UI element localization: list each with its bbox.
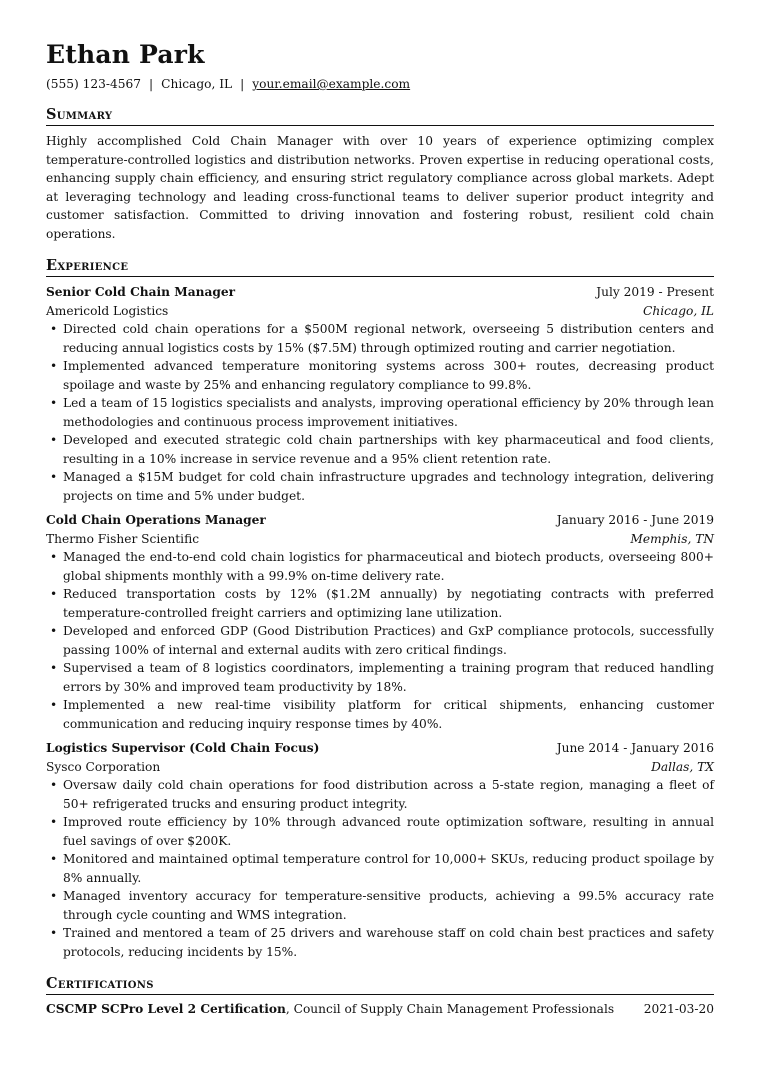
job-location: Chicago, IL [643,303,714,318]
bullet-item [50,548,714,585]
summary-section [46,106,714,243]
job-location: Memphis, TN [630,531,714,546]
bullet-item [50,887,714,924]
candidate-name: Ethan Park [46,40,205,69]
job-company-row [46,758,714,777]
job-title: Logistics Supervisor (Cold Chain Focus) [46,741,320,755]
bullet-icon: • [50,433,58,447]
job-bullets [46,548,714,733]
contact-line [46,76,714,92]
job-header [46,511,714,530]
bullet-item [50,659,714,696]
job-entry [46,739,714,961]
bullet-icon: • [50,889,58,903]
bullet-text: Oversaw daily cold chain operations for food distribution across a 5-state region, managing a fleet of 50+ refrigerated trucks and ensuring product integrity. [63,778,714,811]
bullet-item [50,431,714,468]
company-name: Thermo Fisher Scientific [46,531,200,546]
bullet-icon: • [50,815,58,829]
bullet-text: Reduced transportation costs by 12% ($1.2M annually) by negotiating contracts with preferred temperature-controlled freight carriers and optimizing lane utilization. [63,587,714,620]
job-company-row [46,530,714,549]
bullet-text: Developed and executed strategic cold chain partnerships with key pharmaceutical and food clients, resulting in a 10% increase in service revenue and a 95% client retention rate. [63,433,714,466]
bullet-icon: • [50,322,58,336]
bullet-item [50,696,714,733]
contact-separator: | [149,77,154,91]
bullet-text: Supervised a team of 8 logistics coordinators, implementing a training program that reduced handling errors by 30% and improved team productivity by 18%. [63,661,714,694]
bullet-icon: • [50,778,58,792]
certification-issuer: , Council of Supply Chain Management Professionals [285,1002,615,1016]
bullet-text: Directed cold chain operations for a $500M regional network, overseeing 5 distribution centers and reducing annual logistics costs by 15% ($7.5M) through optimized routing and carrier negotiation. [63,322,714,355]
contact-separator: | [240,77,245,91]
bullet-icon: • [50,624,58,638]
job-title: Cold Chain Operations Manager [46,513,266,527]
bullet-icon: • [50,470,58,484]
bullet-item [50,394,714,431]
job-dates: June 2014 - January 2016 [556,741,714,755]
company-name: Americold Logistics [46,303,169,318]
job-header [46,739,714,758]
bullet-item [50,924,714,961]
job-dates: January 2016 - June 2019 [556,513,714,527]
job-company-row [46,302,714,321]
job-dates: July 2019 - Present [596,285,714,299]
experience-section [46,257,714,961]
bullet-item [50,468,714,505]
certifications-heading: Certifications [46,975,714,995]
summary-heading: Summary [46,106,714,126]
bullet-item [50,813,714,850]
bullet-icon: • [50,698,58,712]
phone-number: (555) 123-4567 [46,77,142,91]
email-link[interactable]: your.email@example.com [252,77,411,91]
job-entry [46,511,714,733]
bullet-item [50,622,714,659]
bullet-item [50,850,714,887]
job-header [46,283,714,302]
bullet-icon: • [50,587,58,601]
certification-name: CSCMP SCPro Level 2 Certification [46,1002,286,1016]
bullet-text: Improved route efficiency by 10% through advanced route optimization software, resulting in annual fuel savings of over $200K. [63,815,714,848]
company-name: Sysco Corporation [46,759,161,774]
bullet-icon: • [50,852,58,866]
bullet-item [50,776,714,813]
bullet-item [50,320,714,357]
bullet-icon: • [50,926,58,940]
city: Chicago, IL [161,77,233,91]
bullet-text: Led a team of 15 logistics specialists and analysts, improving operational efficiency by 20% through lean methodologies and continuous process improvement initiatives. [63,396,714,429]
certification-entry [46,1000,614,1019]
bullet-text: Trained and mentored a team of 25 drivers and warehouse staff on cold chain best practices and safety protocols, reducing incidents by 15%. [63,926,714,959]
certification-row [46,1000,714,1019]
bullet-text: Monitored and maintained optimal temperature control for 10,000+ SKUs, reducing product spoilage by 8% annually. [63,852,714,885]
job-location: Dallas, TX [651,759,714,774]
bullet-icon: • [50,550,58,564]
bullet-text: Implemented advanced temperature monitoring systems across 300+ routes, decreasing product spoilage and waste by 25% and enhancing regulatory compliance to 99.8%. [63,359,714,392]
summary-text: Highly accomplished Cold Chain Manager with over 10 years of experience optimizing complex temperature-controlled logistics and distribution networks. Proven expertise in reducing operational costs, enhancing supply chain efficiency, and ensuring strict regulatory compliance across global markets. Adept at leveraging technology and leading cross-functional teams to deliver superior product integrity and customer satisfaction. Committed to driving innovation and fostering robust, resilient cold chain operations. [46,134,714,241]
bullet-text: Developed and enforced GDP (Good Distribution Practices) and GxP compliance protocols, successfully passing 100% of internal and external audits with zero critical findings. [63,624,714,657]
job-title: Senior Cold Chain Manager [46,285,236,299]
job-entry [46,283,714,505]
bullet-text: Implemented a new real-time visibility platform for critical shipments, enhancing customer communication and reducing inquiry response times by 40%. [63,698,714,731]
bullet-text: Managed a $15M budget for cold chain infrastructure upgrades and technology integration, delivering projects on time and 5% under budget. [63,470,714,503]
job-bullets [46,776,714,961]
certifications-section [46,975,714,1019]
bullet-icon: • [50,359,58,373]
bullet-icon: • [50,661,58,675]
bullet-item [50,585,714,622]
experience-heading: Experience [46,257,714,277]
certification-date: 2021-03-20 [643,1002,714,1016]
bullet-text: Managed inventory accuracy for temperature-sensitive products, achieving a 99.5% accuracy rate through cycle counting and WMS integration. [63,889,714,922]
bullet-text: Managed the end-to-end cold chain logistics for pharmaceutical and biotech products, overseeing 800+ global shipments monthly with a 99.9% on-time delivery rate. [63,550,714,583]
bullet-item [50,357,714,394]
bullet-icon: • [50,396,58,410]
job-bullets [46,320,714,505]
